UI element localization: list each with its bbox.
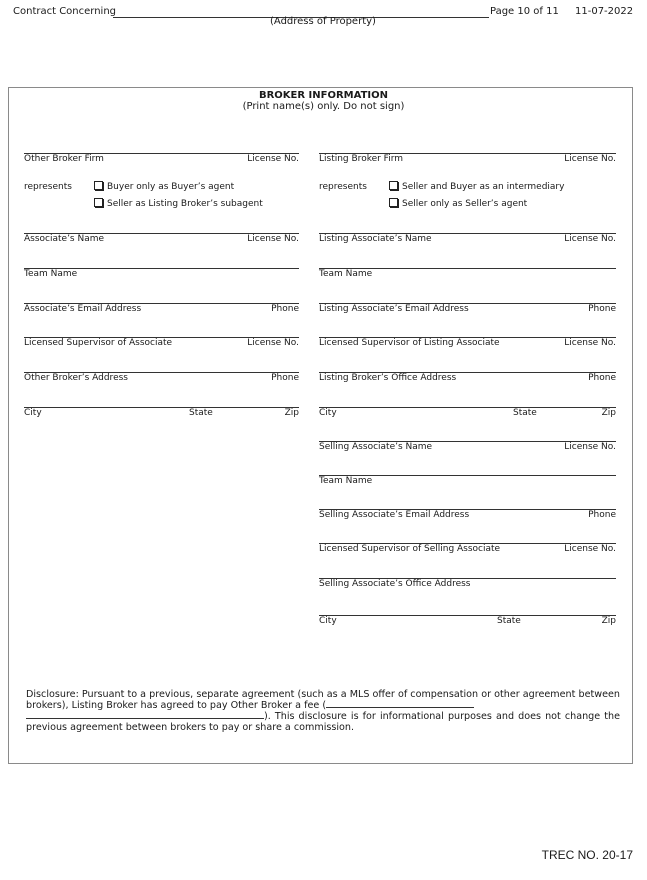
selling-city-label: City [319, 616, 337, 626]
left-zip-label: Zip [284, 408, 299, 418]
listing-supervisor-field[interactable] [319, 337, 616, 348]
associate-supervisor-field[interactable] [24, 337, 299, 348]
right-city-label: City [319, 408, 337, 418]
intermediary-option[interactable] [389, 181, 564, 192]
right-zip-label: Zip [601, 408, 616, 418]
seller-agent-checkbox[interactable] [389, 198, 398, 207]
other-broker-address-field[interactable] [24, 372, 299, 383]
listing-office-address-label: Listing Broker’s Office Address [319, 373, 457, 383]
right-represents-label: represents [319, 182, 367, 192]
selling-office-address-field[interactable] [319, 578, 616, 589]
left-team-name-field[interactable] [24, 268, 299, 279]
selling-associate-license-label: License No. [564, 442, 616, 452]
selling-team-name-label: Team Name [319, 476, 373, 486]
associate-name-field[interactable] [24, 233, 299, 244]
listing-associate-email-label: Listing Associate’s Email Address [319, 304, 469, 314]
seller-agent-label: Seller only as Seller’s agent [402, 199, 528, 209]
left-city-label: City [24, 408, 42, 418]
listing-associate-name-label: Listing Associate’s Name [319, 234, 432, 244]
listing-associate-email-field[interactable] [319, 303, 616, 314]
disclosure-text-part2: ). This disclosure is for informational purposes and does not change the previous agreement between brokers to pay or share a commission. [26, 711, 620, 733]
listing-broker-firm-field[interactable] [319, 153, 616, 164]
listing-supervisor-label: Licensed Supervisor of Listing Associate [319, 338, 500, 348]
disclosure-text-part1: Disclosure: Pursuant to a previous, separate agreement (such as a MLS offer of compensation or other agreement between brokers), Listing Broker has agreed to pay Other Broker a fee ( [26, 689, 620, 711]
fee-blank-line-2[interactable] [26, 711, 264, 719]
selling-supervisor-label: Licensed Supervisor of Selling Associate [319, 544, 501, 554]
selling-associate-name-label: Selling Associate’s Name [319, 442, 433, 452]
left-team-name-label: Team Name [24, 269, 78, 279]
seller-subagent-option[interactable] [94, 198, 263, 209]
buyer-agent-option[interactable] [94, 181, 234, 192]
selling-associate-email-label: Selling Associate’s Email Address [319, 510, 470, 520]
other-broker-address-label: Other Broker’s Address [24, 373, 128, 383]
selling-team-name-field[interactable] [319, 475, 616, 486]
seller-subagent-checkbox[interactable] [94, 198, 103, 207]
trec-form-number: TREC NO. 20-17 [541, 848, 633, 862]
address-caption: (Address of Property) [270, 16, 376, 27]
left-city-state-zip-field[interactable] [24, 407, 299, 418]
form-date: 11-07-2022 [575, 6, 634, 17]
selling-associate-phone-label: Phone [588, 510, 616, 520]
right-city-state-zip-field[interactable] [319, 407, 616, 418]
other-broker-phone-label: Phone [271, 373, 299, 383]
listing-supervisor-license-label: License No. [564, 338, 616, 348]
listing-associate-license-label: License No. [564, 234, 616, 244]
associate-email-field[interactable] [24, 303, 299, 314]
listing-team-name-field[interactable] [319, 268, 616, 279]
seller-subagent-label: Seller as Listing Broker’s subagent [107, 199, 263, 209]
section-subtitle: (Print name(s) only. Do not sign) [242, 101, 405, 112]
listing-office-phone-label: Phone [588, 373, 616, 383]
associate-phone-label: Phone [271, 304, 299, 314]
selling-associate-email-field[interactable] [319, 509, 616, 520]
listing-broker-firm-label: Listing Broker Firm [319, 154, 404, 164]
associate-license-label: License No. [247, 234, 299, 244]
other-broker-firm-field[interactable] [24, 153, 299, 164]
selling-zip-label: Zip [601, 616, 616, 626]
page-number: Page 10 of 11 [490, 6, 559, 17]
intermediary-label: Seller and Buyer as an intermediary [402, 182, 565, 192]
selling-supervisor-field[interactable] [319, 543, 616, 554]
selling-supervisor-license-label: License No. [564, 544, 616, 554]
intermediary-checkbox[interactable] [389, 181, 398, 190]
fee-blank-line-1[interactable] [326, 700, 474, 708]
seller-agent-option[interactable] [389, 198, 527, 209]
section-title: BROKER INFORMATION [258, 90, 389, 101]
left-represents-label: represents [24, 182, 72, 192]
selling-office-address-label: Selling Associate’s Office Address [319, 579, 471, 589]
other-broker-firm-label: Other Broker Firm [24, 154, 104, 164]
associate-supervisor-label: Licensed Supervisor of Associate [24, 338, 173, 348]
contract-concerning-label: Contract Concerning [13, 6, 117, 17]
selling-state-label: State [497, 616, 521, 626]
associate-supervisor-license-label: License No. [247, 338, 299, 348]
associate-name-label: Associate’s Name [24, 234, 105, 244]
listing-associate-phone-label: Phone [588, 304, 616, 314]
selling-associate-name-field[interactable] [319, 441, 616, 452]
right-state-label: State [513, 408, 537, 418]
listing-team-name-label: Team Name [319, 269, 373, 279]
left-state-label: State [189, 408, 213, 418]
listing-broker-license-label: License No. [564, 154, 616, 164]
other-broker-license-label: License No. [247, 154, 299, 164]
listing-associate-name-field[interactable] [319, 233, 616, 244]
listing-office-address-field[interactable] [319, 372, 616, 383]
buyer-agent-label: Buyer only as Buyer’s agent [107, 182, 235, 192]
buyer-agent-checkbox[interactable] [94, 181, 103, 190]
disclosure-paragraph [26, 689, 620, 733]
associate-email-label: Associate’s Email Address [24, 304, 142, 314]
selling-city-state-zip-field[interactable] [319, 615, 616, 626]
